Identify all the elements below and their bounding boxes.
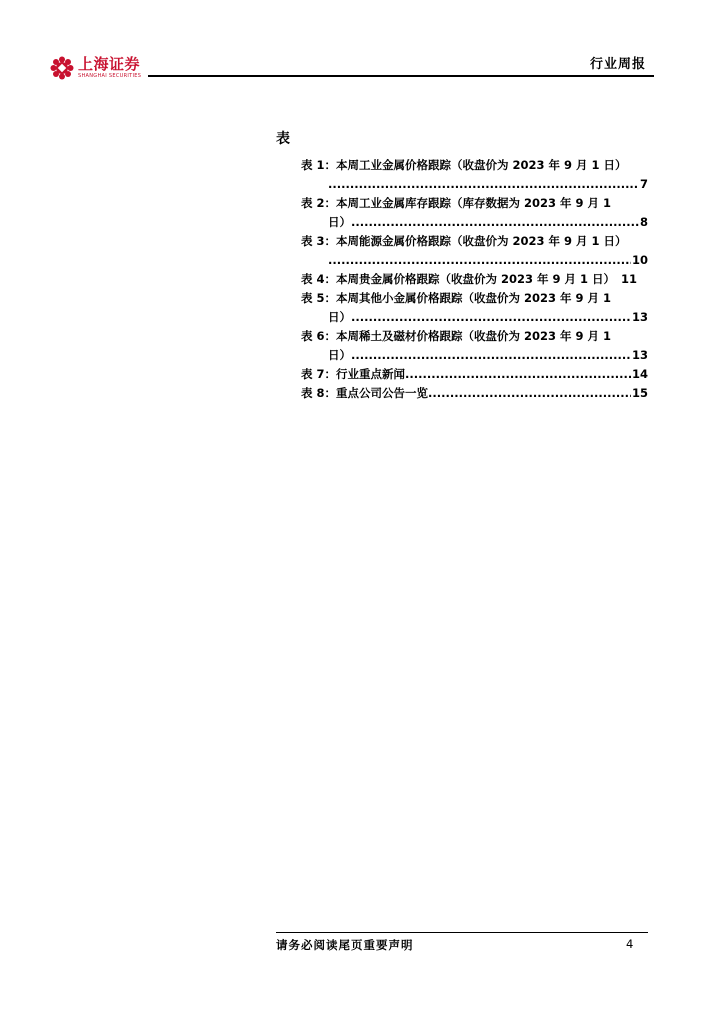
dot-leader <box>351 308 631 327</box>
toc-entry-table-8[interactable] <box>276 384 648 403</box>
company-logo <box>50 56 141 80</box>
toc-entry-table-1[interactable] <box>276 156 648 194</box>
page-number: 4 <box>626 937 634 951</box>
toc-entry-table-2[interactable] <box>276 194 648 232</box>
toc-entry-continuation: 日） <box>328 310 351 324</box>
table-of-tables <box>276 128 648 403</box>
toc-entry-label: 表 6：本周稀土及磁材价格跟踪（收盘价为 2023 年 9 月 1 <box>301 329 612 343</box>
toc-entry-continuation: 日） <box>328 348 351 362</box>
toc-entry-label: 表 7：行业重点新闻 <box>301 367 406 381</box>
toc-entry-label: 表 1：本周工业金属价格跟踪（收盘价为 2023 年 9 月 1 日） <box>301 158 627 172</box>
toc-entry-label: 表 3：本周能源金属价格跟踪（收盘价为 2023 年 9 月 1 日） <box>301 234 627 248</box>
toc-entry-label: 表 4：本周贵金属价格跟踪（收盘价为 2023 年 9 月 1 日） <box>301 272 616 286</box>
toc-entry-table-3[interactable] <box>276 232 648 270</box>
toc-entry-label: 表 2：本周工业金属库存跟踪（库存数据为 2023 年 9 月 1 <box>301 196 612 210</box>
toc-entry-page: 7 <box>639 177 648 191</box>
toc-entry-table-4[interactable] <box>276 270 648 289</box>
toc-entry-page: 10 <box>631 253 648 267</box>
toc-entry-page: 13 <box>631 348 648 362</box>
toc-entry-page: 13 <box>631 310 648 324</box>
toc-entry-page: 8 <box>639 215 648 229</box>
toc-entry-page: 11 <box>621 272 638 286</box>
toc-entry-table-5[interactable] <box>276 289 648 327</box>
logo-emblem-icon <box>50 56 74 80</box>
logo-chinese-name: 上海证券 <box>78 55 141 73</box>
header-divider <box>148 75 654 77</box>
toc-entry-table-7[interactable] <box>276 365 648 384</box>
disclaimer-note: 请务必阅读尾页重要声明 <box>276 938 414 952</box>
dot-leader <box>405 365 631 384</box>
dot-leader <box>351 213 639 232</box>
toc-entry-table-6[interactable] <box>276 327 648 365</box>
toc-entry-page: 14 <box>631 367 648 381</box>
toc-entry-label: 表 8：重点公司公告一览 <box>301 386 429 400</box>
toc-entry-page: 15 <box>631 386 648 400</box>
page-header <box>0 0 724 80</box>
toc-entry-continuation: 日） <box>328 215 351 229</box>
dot-leader <box>351 346 631 365</box>
dot-leader <box>328 175 639 194</box>
dot-leader <box>328 251 631 270</box>
logo-english-name: SHANGHAI SECURITIES <box>78 73 142 79</box>
footer-divider <box>276 932 648 933</box>
report-type-title: 行业周报 <box>589 57 646 72</box>
toc-heading: 表 <box>276 131 290 147</box>
toc-entry-label: 表 5：本周其他小金属价格跟踪（收盘价为 2023 年 9 月 1 <box>301 291 612 305</box>
dot-leader <box>428 384 631 403</box>
